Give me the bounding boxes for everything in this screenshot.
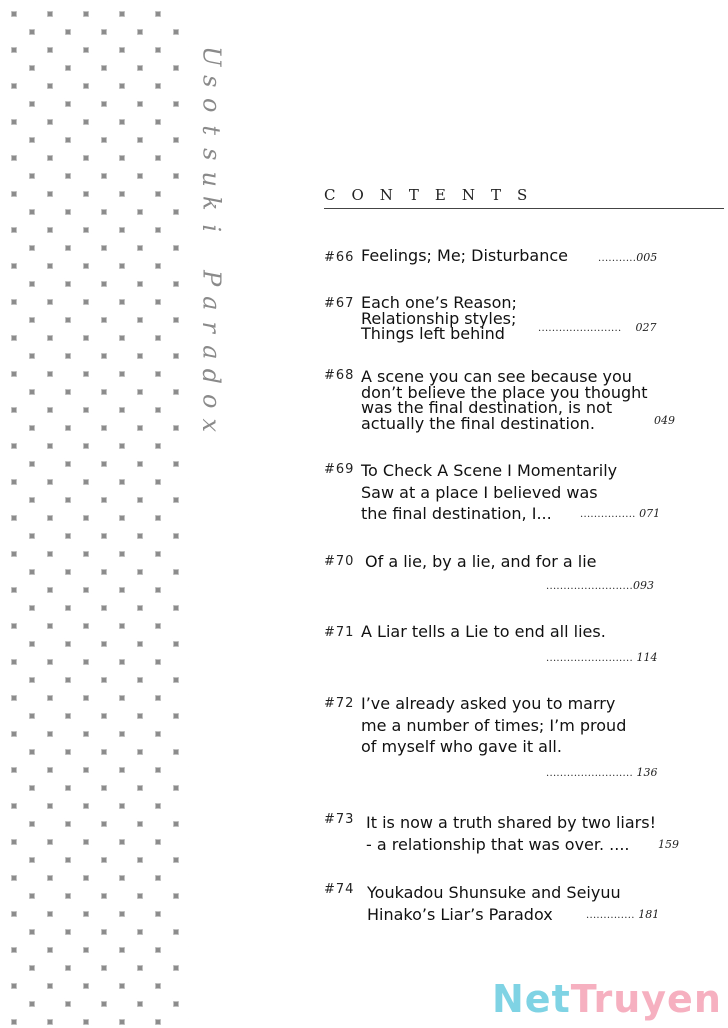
page-number: .............. 181 [586, 908, 660, 921]
chapter-number: #72 [324, 696, 355, 711]
vertical-title-letter: a [197, 344, 226, 359]
chapter-number: #69 [324, 462, 355, 477]
contents-heading: CONTENTS [324, 186, 544, 204]
toc-entry-67[interactable] [324, 294, 684, 346]
chapter-number: #71 [324, 625, 355, 640]
toc-entry-66[interactable] [324, 246, 684, 270]
toc-entry-71[interactable] [324, 622, 684, 668]
page-number: ......................... 114 [546, 651, 658, 664]
vertical-title-letter: i [197, 223, 226, 232]
chapter-number: #70 [324, 554, 355, 569]
page-number: ................ 071 [580, 507, 661, 520]
vertical-title-letter: o [197, 98, 226, 113]
chapter-title: A Liar tells a Lie to end all lies. [361, 622, 606, 641]
vertical-title-letter: s [197, 74, 226, 87]
vertical-title-letter: r [197, 321, 226, 333]
chapter-number: #74 [324, 882, 355, 897]
decorative-pattern-panel [0, 0, 190, 1028]
chapter-title: Each one’s Reason; Relationship styles; Things left behind [361, 293, 517, 343]
page-number: ...........005 [598, 251, 658, 264]
vertical-title-letter: u [197, 171, 226, 187]
chapter-title: I’ve already asked you to marry me a number of times; I’m proud of myself who gave it all. [361, 694, 627, 756]
vertical-title-letter: o [197, 393, 226, 408]
vertical-title-letter: a [197, 295, 226, 310]
page-number: 049 [654, 414, 675, 427]
page-number: 159 [658, 838, 679, 851]
page-number: ......................... 136 [546, 766, 658, 779]
page-number: ........................ 027 [538, 321, 657, 334]
vertical-series-title [198, 44, 224, 438]
vertical-title-letter: t [197, 124, 226, 135]
chapter-number: #66 [324, 250, 355, 265]
chapter-title: Feelings; Me; Disturbance [361, 246, 568, 265]
vertical-title-letter: P [197, 270, 226, 287]
toc-entry-68[interactable] [324, 368, 684, 432]
chapter-title: A scene you can see because you don’t believe the place you thought was the final destination, is not actually the final destination. [361, 367, 648, 433]
page-number: .........................093 [546, 579, 654, 592]
toc-entry-74[interactable] [324, 882, 684, 926]
vertical-title-letter [198, 249, 224, 257]
chapter-number: #68 [324, 368, 355, 383]
toc-entry-72[interactable] [324, 694, 684, 784]
vertical-title-letter: k [197, 195, 226, 211]
chapter-title: Youkadou Shunsuke and Seiyuu Hinako’s Liar’s Paradox [367, 883, 621, 924]
toc-entry-69[interactable] [324, 460, 684, 526]
chapter-title: Of a lie, by a lie, and for a lie [365, 552, 597, 571]
vertical-title-letter: U [197, 46, 226, 67]
chapter-title: To Check A Scene I Momentarily Saw at a place I believed was the final destination, I... [361, 461, 618, 523]
vertical-title-letter: x [197, 418, 226, 433]
toc-entry-70[interactable] [324, 552, 684, 598]
toc-entry-73[interactable] [324, 812, 684, 856]
chapter-number: #73 [324, 812, 355, 827]
heading-underline [324, 208, 724, 209]
chapter-title: It is now a truth shared by two liars! - a relationship that was over. .... [366, 813, 656, 854]
chapter-number: #67 [324, 296, 355, 311]
site-watermark-logo: NetTruyen [492, 977, 722, 1021]
vertical-title-letter: d [197, 368, 226, 384]
vertical-title-letter: s [197, 148, 226, 161]
